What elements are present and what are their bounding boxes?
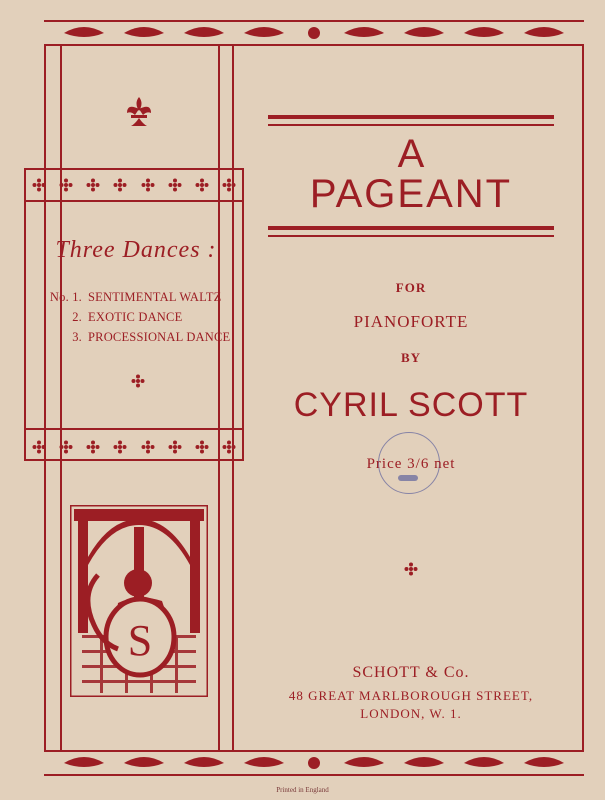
- rosette-icon: [86, 440, 100, 454]
- list-item: [46, 287, 230, 307]
- printed-note: Printed in England: [276, 786, 329, 794]
- instrument-label: PIANOFORTE: [353, 312, 469, 331]
- schott-logo: [70, 505, 208, 697]
- publisher-address: 48 GREAT MARLBOROUGH STREET,: [288, 688, 534, 703]
- list-item: [46, 327, 230, 347]
- panel-bottom-rosettes: [32, 440, 236, 454]
- rosette-icon: [222, 440, 236, 454]
- rosette-icon: [168, 178, 182, 192]
- dance-title: SENTIMENTAL WALTZ: [88, 290, 222, 304]
- publisher-name: SCHOTT & Co.: [352, 664, 470, 681]
- dance-title: EXOTIC DANCE: [88, 310, 183, 324]
- rosette-icon: [222, 178, 236, 192]
- rosette-icon: [404, 562, 418, 581]
- frame-right: [582, 46, 584, 750]
- rosette-icon: [113, 178, 127, 192]
- rosette-icon: [59, 440, 73, 454]
- rosette-icon: [131, 374, 145, 393]
- composer-name: CYRIL SCOTT: [293, 386, 529, 424]
- library-stamp-mark: [398, 475, 418, 481]
- title-rule-top-thick: [268, 115, 554, 119]
- panel-bottom-divider: [24, 428, 244, 430]
- by-label: BY: [400, 350, 422, 365]
- rosette-icon: [113, 440, 127, 454]
- title-rule-bottom-thin: [268, 235, 554, 237]
- for-label: FOR: [395, 280, 427, 295]
- dances-heading: Three Dances :: [55, 237, 217, 263]
- panel-top-divider: [24, 200, 244, 202]
- page-title: PAGEANT: [309, 172, 513, 216]
- svg-text:S: S: [127, 616, 153, 665]
- title-rule-top-thin: [268, 124, 554, 126]
- rosette-icon: [86, 178, 100, 192]
- list-item: [46, 307, 230, 327]
- rosette-icon: [59, 178, 73, 192]
- rosette-icon: [195, 178, 209, 192]
- top-border-ornament: [44, 20, 584, 46]
- rosette-icon: [141, 440, 155, 454]
- rosette-icon: [195, 440, 209, 454]
- dance-title: PROCESSIONAL DANCE: [88, 330, 231, 344]
- rosette-icon: [168, 440, 182, 454]
- panel-top-rosettes: [32, 178, 236, 192]
- rosette-icon: [141, 178, 155, 192]
- dance-number: 3.: [72, 330, 82, 344]
- publisher-city: LONDON, W. 1.: [360, 706, 462, 721]
- dance-number: 2.: [72, 310, 82, 324]
- rosette-icon: [32, 178, 46, 192]
- dance-number: No. 1.: [49, 290, 82, 304]
- dance-list: [46, 287, 230, 347]
- bottom-border-ornament: [44, 750, 584, 776]
- title-article: A: [397, 132, 425, 176]
- title-rule-bottom-thick: [268, 226, 554, 230]
- price-label: Price 3/6 net: [366, 456, 456, 472]
- rosette-icon: [32, 440, 46, 454]
- fleur-de-lis-icon: [125, 95, 153, 134]
